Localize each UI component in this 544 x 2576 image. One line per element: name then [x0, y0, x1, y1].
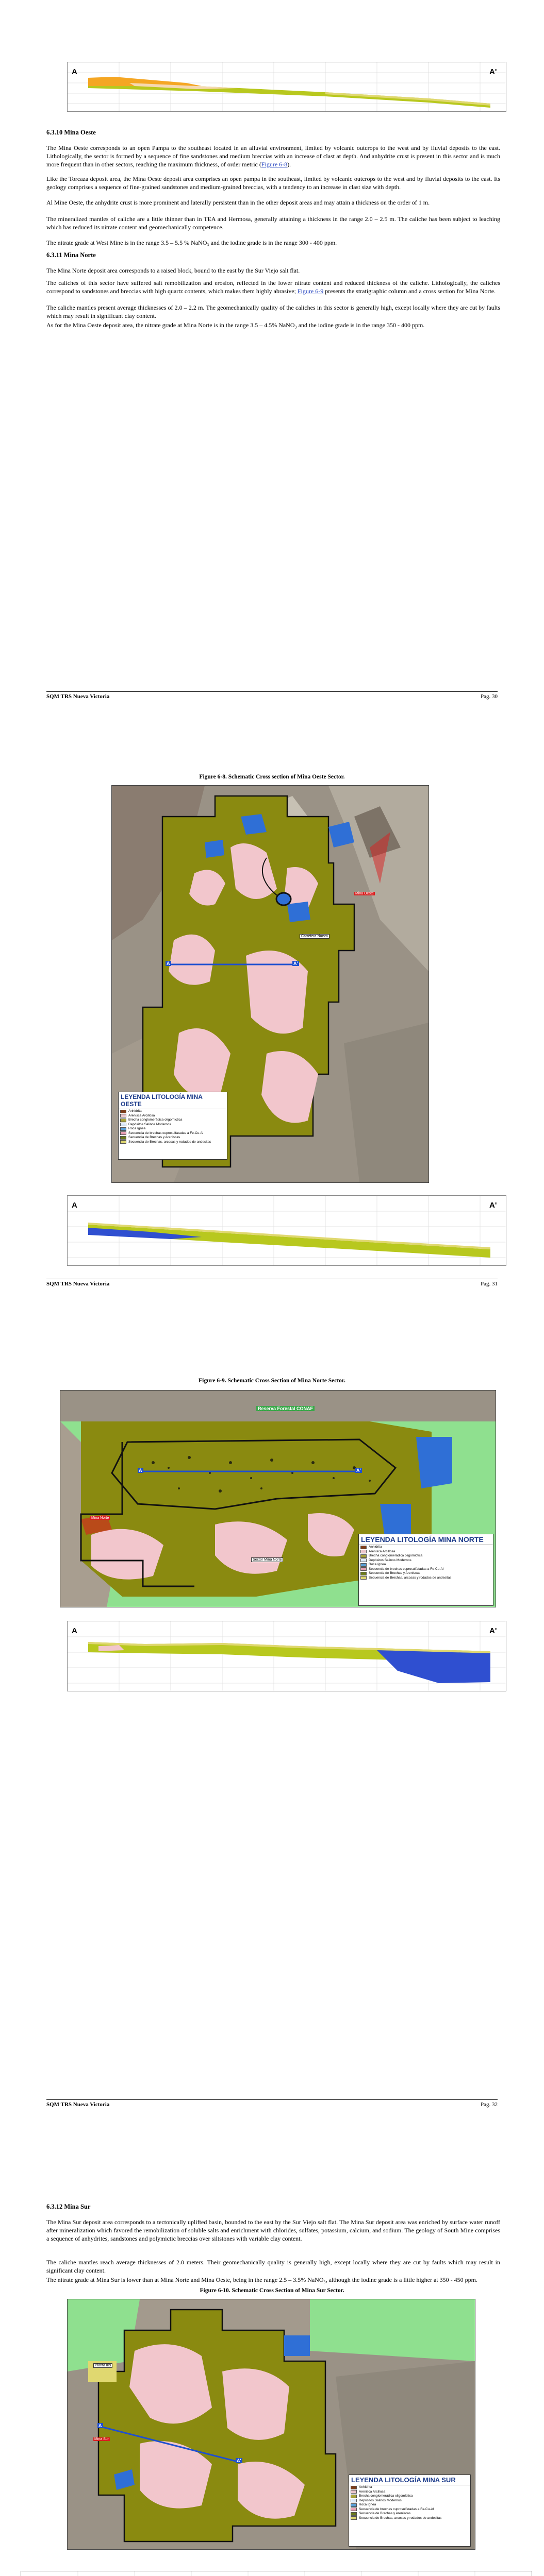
legend-label: Roca ígnea [369, 1563, 386, 1566]
legend-item [349, 2490, 470, 2495]
legend-swatch [120, 1118, 126, 1122]
legend-swatch [120, 1114, 126, 1117]
legend-swatch [351, 2486, 357, 2489]
figure-link[interactable]: Figure 6-9 [297, 287, 324, 295]
legend-label: Secuencia de Brechas, arcosas y rodados de andesitas [359, 2516, 442, 2520]
footer-rule [46, 2099, 498, 2100]
paragraph: The caliche mantles reach average thicknesses of 2.0 meters. Their geomechanically quality is generally high, except locally where they are cut by faults which may result in significant clay content. [46, 2259, 500, 2274]
legend-label: Secuencia de brechas cuprosulfatadas a Fe-Cu-Al [359, 2507, 434, 2511]
legend-item [349, 2494, 470, 2499]
legend-swatch [351, 2507, 357, 2511]
legend-item [359, 1563, 493, 1567]
paragraph: The Mina Sur deposit area corresponds to a tectonically uplifted basin, bounded to the east by the Sur Viejo salt flat. The Mina Sur deposit area was enriched by surface water runoff after mineralization which favored the remobilization of soluble salts and enrichment with chlorides, sulfates, potassium, calcium, and sodium. The geology of South Mine comprises a sequence of anhydrites, sandstones and polymictic breccias over siltstones with variable clay content. [46, 2218, 500, 2242]
legend-item [349, 2503, 470, 2507]
legend-item [119, 1131, 227, 1136]
legend-label: Roca ígnea [128, 1127, 146, 1130]
legend-label: Anhidrita [369, 1545, 382, 1549]
legend-swatch [120, 1110, 126, 1113]
section-label-a-prime: A' [356, 1468, 361, 1473]
cross-section-mina-oeste [67, 1195, 506, 1266]
footer-title: SQM TRS Nueva Victoria [46, 1281, 110, 1287]
map-label: Planta Iris [93, 2363, 112, 2368]
paragraph-text: ). [287, 160, 291, 168]
paragraph [46, 279, 500, 296]
legend-swatch [351, 2503, 357, 2507]
page-number: Pag. 30 [481, 693, 498, 700]
page-number: Pag. 32 [481, 2102, 498, 2108]
legend-swatch [120, 1131, 126, 1135]
map-tag: Mina Sur [94, 2437, 109, 2441]
cross-section-mina-norte [67, 1621, 506, 1691]
paragraph: The nitrate grade at West Mine is in the range 3.5 – 5.5 % NaNO₃ and the iodine grade is in the range 300 - 400 ppm. [46, 239, 337, 246]
legend-item [119, 1109, 227, 1114]
section-label-a: A [98, 2423, 102, 2428]
legend-swatch [351, 2495, 357, 2498]
legend-mina-sur [349, 2475, 471, 2547]
legend-title: LEYENDA LITOLOGÍA MINA OESTE [119, 1092, 227, 1109]
legend-label: Anhidrita [128, 1109, 142, 1113]
figure-link[interactable]: Figure 6-8 [261, 160, 288, 168]
map-mina-sur [67, 2299, 475, 2550]
legend-item [119, 1123, 227, 1127]
legend-swatch [351, 2490, 357, 2494]
footer-title: SQM TRS Nueva Victoria [46, 693, 110, 700]
figure-caption: Figure 6-8. Schematic Cross section of Mina Oeste Sector. [199, 774, 345, 780]
paragraph [46, 144, 500, 169]
cross-section-top [67, 62, 506, 112]
section-end-a: A [72, 1626, 77, 1635]
legend-label: Secuencia de brechas cuprosulfatadas a Fe-Cu-Al [369, 1567, 444, 1571]
legend-title: LEYENDA LITOLOGÍA MINA NORTE [359, 1534, 493, 1545]
legend-item [359, 1567, 493, 1572]
paragraph-text: The Mina Oeste corresponds to an open Pampa to the southeast located in an alluvial environment, limited by volcanic outcrops to the west and by fluvial deposits to the east. Lithologically, the sector is formed by a sequence of fine sandstones and medium breccias with an increase of clast at depth. And anhydrite crust is present in this sector and is much more frequent than in other sectors, reaching the maximum thickness, of order metric ( [46, 144, 500, 168]
map-tag: Reserva Forestal CONAF [256, 1406, 315, 1411]
legend-item [119, 1136, 227, 1140]
legend-label: Arenisca Arcillosa [369, 1549, 395, 1553]
figure-caption: Figure 6-10. Schematic Cross Section of Mina Sur Sector. [200, 2287, 344, 2294]
legend-item [119, 1140, 227, 1145]
paragraph: The mineralized mantles of caliche are a little thinner than in TEA and Hermosa, generally attaining a thickness in the range 2.0 – 2.5 m. The caliche has been subject to leaching which has reduced its nitrate content and geomechanically competence. [46, 215, 500, 231]
legend-item [359, 1558, 493, 1563]
cross-section-mina-sur [21, 2571, 532, 2576]
section-label-a: A [139, 1468, 142, 1473]
legend-swatch [360, 1550, 367, 1553]
legend-swatch [120, 1123, 126, 1126]
legend-label: Secuencia de brechas cuprosulfatadas a Fe-Cu-Al [128, 1131, 204, 1135]
footer-rule [46, 691, 498, 692]
paragraph: The Mina Norte deposit area corresponds to a raised block, bound to the east by the Sur Viejo salt flat. [46, 267, 300, 274]
map-tag: Mina Norte [91, 1516, 109, 1520]
legend-swatch [360, 1563, 367, 1567]
map-mina-norte [60, 1390, 496, 1607]
legend-label: Anhidrita [359, 2485, 372, 2489]
legend-label: Secuencia de Brechas y Areniscas [359, 2512, 411, 2515]
legend-item [349, 2499, 470, 2503]
section-end-a: A [72, 1201, 77, 1210]
legend-label: Secuencia de Brechas, arcosas y rodados de andesitas [128, 1140, 211, 1144]
legend-label: Depósitos Salinos Modernos [369, 1558, 411, 1562]
section-end-a: A [72, 67, 77, 76]
footer-title: SQM TRS Nueva Victoria [46, 2102, 110, 2108]
section-heading-6-3-10: 6.3.10 Mina Oeste [46, 129, 96, 136]
legend-item [349, 2507, 470, 2512]
legend-item [359, 1550, 493, 1554]
legend-label: Arenisca Arcillosa [359, 2489, 386, 2494]
map-tag: Mina Oeste [355, 892, 374, 895]
legend-label: Roca ígnea [359, 2503, 376, 2506]
legend-swatch [120, 1127, 126, 1131]
legend-item [349, 2512, 470, 2516]
legend-swatch [360, 1558, 367, 1562]
section-end-a-prime: A' [489, 67, 497, 76]
legend-label: Secuencia de Brechas, arcosas y rodados de andesitas [369, 1575, 452, 1580]
legend-swatch [360, 1572, 367, 1575]
legend-label: Depósitos Salinos Modernos [359, 2498, 402, 2502]
legend-item [349, 2516, 470, 2521]
section-heading-6-3-12: 6.3.12 Mina Sur [46, 2203, 91, 2210]
paragraph-text: The caliches of this sector have suffered salt remobilization and erosion, reflected in the lower nitrate content and reduced thickness of the caliche. Lithologically, the caliches correspond to sandstones and breccias with high quartz contents, which makes them highly abrasive; [46, 279, 500, 295]
paragraph: Al Mine Oeste, the anhydrite crust is more prominent and laterally persistent than in the other deposit areas and may attain a thickness on the order of 1 m. [46, 199, 430, 206]
section-label-a-prime: A' [293, 961, 298, 966]
section-heading-6-3-11: 6.3.11 Mina Norte [46, 251, 96, 259]
legend-swatch [360, 1554, 367, 1558]
section-label-a: A [167, 961, 170, 966]
legend-swatch [120, 1136, 126, 1140]
legend-swatch [360, 1546, 367, 1549]
legend-label: Brecha conglomerádica oligomíctica [359, 2494, 413, 2498]
legend-item [359, 1554, 493, 1558]
paragraph: The caliche mantles present average thicknesses of 2.0 – 2.2 m. The geomechanically quality of the caliches in this sector is generally high, except locally where they are cut by faults which may result in significant clay content. [46, 304, 500, 319]
legend-item [359, 1545, 493, 1550]
legend-item [119, 1127, 227, 1131]
legend-item [359, 1576, 493, 1581]
legend-label: Brecha conglomerádica oligomíctica [369, 1554, 423, 1557]
legend-label: Brecha conglomerádica oligomíctica [128, 1118, 183, 1122]
section-label-a-prime: A' [237, 2458, 241, 2463]
legend-swatch [360, 1576, 367, 1580]
section-end-a-prime: A' [489, 1626, 497, 1635]
section-end-a-prime: A' [489, 1201, 497, 1210]
map-label: Carretera Nueva [300, 934, 329, 939]
legend-label: Secuencia de Brechas y Areniscas [128, 1136, 180, 1139]
legend-mina-oeste [118, 1092, 227, 1160]
map-mina-oeste [111, 785, 429, 1183]
legend-mina-norte [358, 1534, 493, 1606]
figure-caption: Figure 6-9. Schematic Cross Section of Mina Norte Sector. [199, 1378, 345, 1384]
legend-item [119, 1118, 227, 1123]
paragraph: The nitrate grade at Mina Sur is lower than at Mina Norte and Mina Oeste, being in the range 2.5 – 3.5% NaNO₃, although the iodine grade is a little higher at 350 - 450 ppm. [46, 2276, 477, 2283]
legend-swatch [351, 2499, 357, 2502]
legend-title: LEYENDA LITOLOGÍA MINA SUR [349, 2475, 470, 2485]
legend-item [119, 1114, 227, 1118]
legend-label: Arenisca Arcillosa [128, 1113, 155, 1117]
page-number: Pag. 31 [481, 1281, 498, 1287]
paragraph: As for the Mina Oeste deposit area, the nitrate grade at Mina Norte is in the range 3.5 – 4.5% NaNO₃ and the iodine grade is in the range 350 - 400 ppm. [46, 321, 425, 329]
legend-label: Depósitos Salinos Modernos [128, 1122, 171, 1126]
paragraph: Like the Torcaza deposit area, the Mina Oeste deposit area comprises an open pampa in the southeast, limited by volcanic outcrops to the west and by fluvial deposits to the east. Its geology comprises a sequence of fine-grained sandstones and medium-grained breccias, with a tendency to an increase in clast size with depth. [46, 175, 500, 191]
legend-label: Secuencia de Brechas y Areniscas [369, 1571, 421, 1575]
paragraph-text: presents the stratigraphic column and a cross section for Mina Norte. [323, 287, 496, 295]
map-label: Sector Mina Norte [251, 1557, 283, 1562]
legend-item [359, 1571, 493, 1576]
legend-swatch [351, 2516, 357, 2520]
legend-swatch [351, 2512, 357, 2516]
legend-swatch [120, 1140, 126, 1144]
legend-item [349, 2485, 470, 2490]
legend-swatch [360, 1567, 367, 1571]
